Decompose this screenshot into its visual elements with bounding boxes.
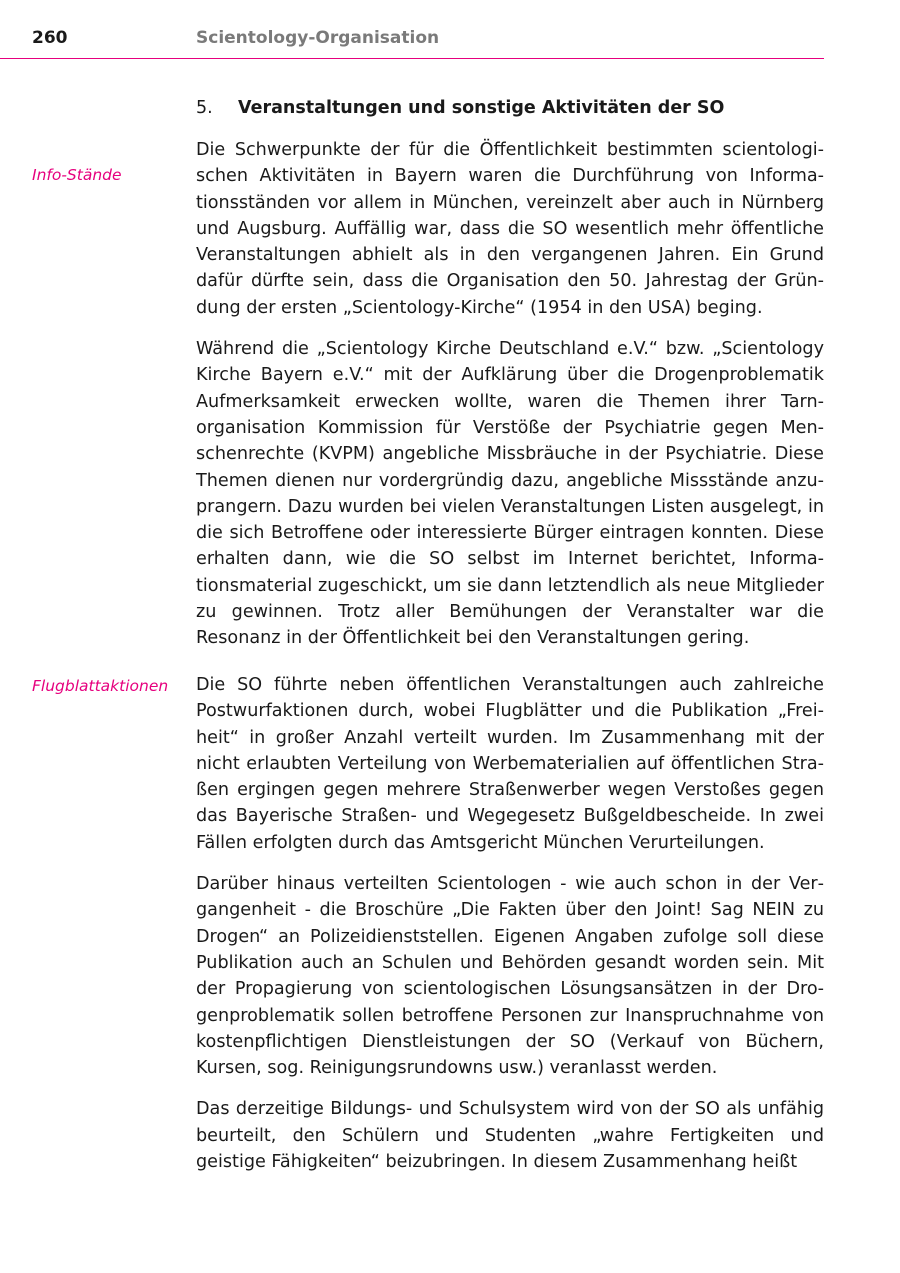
page-number: 260	[32, 28, 68, 48]
margin-note-flugblattaktionen: Flugblattaktionen	[32, 677, 169, 695]
body-text-continued	[196, 672, 824, 1190]
paragraph-info-staende: Die Schwerpunkte der für die Öffentlichkeit bestimmten scientologischen Aktivitäten in Bayern waren die Durchführung von Informationsständen vor allem in München, vereinzelt aber auch in Nürnberg und Augsburg. Auffällig war, dass die SO wesentlich mehr öffentliche Veranstaltungen abhielt als in den vergangenen Jahren. Ein Grund dafür dürfte sein, dass die Organisation den 50. Jahrestag der Gründung der ersten „Scientology-Kirche“ (1954 in den USA) beging.	[196, 140, 824, 318]
paragraph-flugblattaktionen: Die SO führte neben öffentlichen Veranstaltungen auch zahlreiche Postwurfaktionen durch, wobei Flugblätter und die Publikation „Freiheit“ in großer Anzahl verteilt wurden. Im Zusammenhang mit der nicht erlaubten Verteilung von Werbematerialien auf öffentlichen Straßen ergingen gegen mehrere Straßenwerber wegen Verstoßes gegen das Bayerische Straßen- und Wegegesetz Bußgeldbescheide. In zwei Fällen erfolgten durch das Amtsgericht München Verurteilungen.	[196, 675, 824, 853]
section-title: Veranstaltungen und sonstige Aktivitäten der SO	[238, 98, 725, 118]
paragraph-kvpm: Während die „Scientology Kirche Deutschland e.V.“ bzw. „Scientology Kirche Bayern e.V.“ mit der Aufklärung über die Drogenproblematik Aufmerksamkeit erwecken wollte, waren die Themen ihrer Tarnorganisation Kommission für Verstöße der Psychiatrie gegen Menschenrechte (KVPM) angebliche Missbräuche in der Psychiatrie. Diese Themen dienen nur vordergründig dazu, angebliche Missstände anzuprangern. Dazu wurden bei vielen Veranstaltungen Listen ausgelegt, in die sich Betroffene oder interessierte Bürger eintragen konnten. Diese erhalten dann, wie die SO selbst im Internet berichtet, Informationsmaterial zugeschickt, um sie dann letztendlich als neue Mitglieder zu gewinnen. Trotz aller Bemühungen der Veranstalter war die Resonanz in der Öffentlichkeit bei den Veranstaltungen gering.	[196, 339, 824, 649]
page-header	[0, 0, 824, 59]
running-title: Scientology-Organisation	[196, 28, 440, 48]
body-text	[196, 137, 824, 667]
section-number: 5.	[196, 98, 213, 118]
section-heading	[196, 98, 824, 118]
paragraph-broschuere: Darüber hinaus verteilten Scientologen - wie auch schon in der Vergangenheit - die Broschüre „Die Fakten über den Joint! Sag NEIN zu Drogen“ an Polizeidienststellen. Eigenen Angaben zufolge soll diese Publikation auch an Schulen und Behörden gesandt worden sein. Mit der Propagierung von scientologischen Lösungsansätzen in der Drogenproblematik sollen betroffene Personen zur Inanspruchnahme von kostenpflichtigen Dienstleistungen der SO (Verkauf von Büchern, Kursen, sog. Reinigungsrundowns usw.) veranlasst werden.	[196, 874, 824, 1079]
margin-note-info-staende: Info-Stände	[32, 166, 122, 184]
paragraph-bildungssystem: Das derzeitige Bildungs- und Schulsystem wird von der SO als unfähig beurteilt, den Schülern und Studenten „wahre Fertigkeiten und geistige Fähigkeiten“ beizubringen. In diesem Zusammenhang heißt	[196, 1099, 824, 1173]
